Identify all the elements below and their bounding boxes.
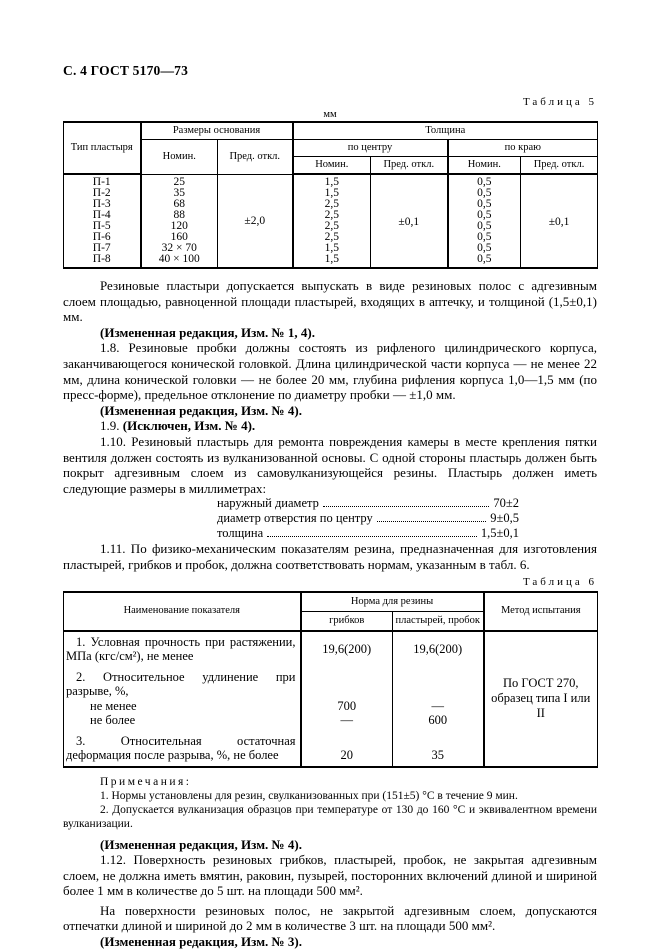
- paragraph-strips-surface: На поверхности резиновых полос, не закрытой адгезивным слоем, допускаются отпечатки длиной и шириной до 2 мм в количестве 3 шт. на площади 500 мм².: [63, 902, 597, 934]
- paragraph-rubber-strips: Резиновые пластыри допускается выпускать в виде резиновых полос с адгезивным слоем площадью, равноценной площади пластырей, входящих в аптечку, и толщиной (1,5±0,1) мм.: [63, 278, 597, 325]
- dimension-label: наружный диаметр: [217, 496, 319, 511]
- dot-leader: [267, 536, 477, 537]
- cell-edge: 0,5: [448, 243, 521, 254]
- table5-center-nominal: Номин.: [293, 157, 371, 175]
- table5-caption: Таблица 5: [522, 96, 597, 108]
- dimension-value: 70±2: [493, 496, 519, 511]
- table5-group-base: Размеры основания: [141, 122, 293, 140]
- paragraph-1-10: 1.10. Резиновый пластырь для ремонта повреждения камеры в месте крепления пятки вентиля должен состоять из вулканизованной основы. С одной стороны пластырь должен быть покрыт адгезивным слоем из самовулканизующейся резины. Пластырь должен иметь следующие размеры в миллиметрах:: [63, 433, 597, 496]
- notes-title: Примечания:: [100, 775, 192, 788]
- cell-center: 1,5: [293, 188, 371, 199]
- table5-base-deviation-header: Пред. откл.: [218, 140, 293, 175]
- norm-fungi: 19,6(200): [301, 631, 393, 667]
- cell-edge: 0,5: [448, 210, 521, 221]
- table5: [63, 121, 598, 269]
- notes-block: [63, 775, 597, 831]
- table5-edge-nominal: Номин.: [448, 157, 521, 175]
- norm-fungi: 20: [301, 731, 393, 767]
- note-item: 1. Нормы установлены для резин, свулканизованных при (151±5) °С в течение 9 мин.: [100, 789, 518, 802]
- norm-fungi: 700 —: [301, 667, 393, 731]
- cell-base: 35: [141, 188, 218, 199]
- cell-center: 1,5: [293, 243, 371, 254]
- amendment-note: (Измененная редакция, Изм. № 4).: [100, 402, 302, 418]
- dimension-label: диаметр отверстия по центру: [217, 511, 373, 526]
- dimension-value: 1,5±0,1: [480, 526, 519, 541]
- cell-edge: 0,5: [448, 199, 521, 210]
- dimension-value: 9±0,5: [490, 511, 519, 526]
- table5-header-row-2: [64, 140, 598, 157]
- cell-base: 160: [141, 232, 218, 243]
- paragraph-1-9: [63, 418, 597, 434]
- cell-type: П-1: [64, 174, 141, 188]
- dot-leader: [377, 521, 487, 522]
- table6-header-row-1: [64, 592, 598, 612]
- cell-base: 88: [141, 210, 218, 221]
- table5-sub-edge: по краю: [448, 140, 598, 157]
- cell-type: П-3: [64, 199, 141, 210]
- cell-edge: 0,5: [448, 174, 521, 188]
- cell-base-deviation: ±2,0: [218, 174, 293, 268]
- cell-edge: 0,5: [448, 221, 521, 232]
- table5-edge-deviation-header: Пред. откл.: [521, 157, 598, 175]
- page-header: С. 4 ГОСТ 5170—73: [63, 63, 189, 78]
- amendment-note: (Измененная редакция, Изм. № 3).: [100, 934, 302, 950]
- cell-type: П-6: [64, 232, 141, 243]
- list-item: [217, 496, 519, 511]
- cell-edge-deviation: ±0,1: [521, 174, 598, 268]
- excluded-note: (Исключен, Изм. № 4).: [122, 418, 256, 434]
- cell-base: 25: [141, 174, 218, 188]
- table5-row: [64, 174, 598, 188]
- cell-base: 40 × 100: [141, 254, 218, 268]
- indicator-name: 2. Относительное удлинение при разрыве, %, не менее не более: [64, 667, 301, 731]
- dot-leader: [323, 506, 490, 507]
- cell-type: П-5: [64, 221, 141, 232]
- cell-type: П-2: [64, 188, 141, 199]
- indicator-name: 3. Относительная остаточная деформация после разрыва, %, не более: [64, 731, 301, 767]
- table6-sub-fungi: грибков: [301, 611, 393, 631]
- cell-edge: 0,5: [448, 188, 521, 199]
- table6-caption: Таблица 6: [522, 575, 597, 588]
- table6: [63, 591, 598, 768]
- table6-col-method: Метод испытания: [484, 592, 598, 631]
- norm-patches: 35: [393, 731, 484, 767]
- cell-type: П-7: [64, 243, 141, 254]
- paragraph-1-8: 1.8. Резиновые пробки должны состоять из рифленого цилиндрического корпуса, заканчивающегося конической головкой. Длина цилиндрической части корпуса — не менее 22 мм, длина конической головки — не более 20 мм, глубина рифления корпуса 1,0—1,5 мм (по пресс-форме), предельное отклонение по диаметру пробки — ±1,0 мм.: [63, 340, 597, 403]
- table5-center-deviation-header: Пред. откл.: [371, 157, 448, 175]
- cell-edge: 0,5: [448, 232, 521, 243]
- cell-base: 68: [141, 199, 218, 210]
- norm-patches: 19,6(200): [393, 631, 484, 667]
- cell-type: П-8: [64, 254, 141, 268]
- amendment-note: (Измененная редакция, Изм. № 1, 4).: [100, 324, 315, 340]
- table5-group-thickness: Толщина: [293, 122, 598, 140]
- table5-col-type: Тип пластыря: [64, 122, 141, 174]
- norm-patches: — 600: [393, 667, 484, 731]
- table6-col-name: Наименование показателя: [64, 592, 301, 631]
- table5-unit-label: мм: [323, 109, 337, 120]
- table5-base-nominal: Номин.: [141, 140, 218, 175]
- cell-center: 2,5: [293, 210, 371, 221]
- dimension-list: [217, 496, 519, 541]
- dimension-label: толщина: [217, 526, 264, 541]
- test-method: По ГОСТ 270, образец типа I или II: [484, 631, 598, 767]
- note-item: 2. Допускается вулканизация образцов при температуре от 130 до 160 °С и эквивалентном времени вулканизации.: [63, 803, 597, 830]
- paragraph-1-11: 1.11. По физико-механическим показателям резина, предназначенная для изготовления пластырей, грибков и пробок, должна соответствовать нормам, указанным в табл. 6.: [63, 541, 597, 572]
- cell-center: 1,5: [293, 254, 371, 268]
- list-item: [217, 526, 519, 541]
- cell-edge: 0,5: [448, 254, 521, 268]
- table6-row: [64, 631, 598, 667]
- indicator-name: 1. Условная прочность при растяжении, МПа (кгс/см²), не менее: [64, 631, 301, 667]
- paragraph-1-12: 1.12. Поверхность резиновых грибков, пластырей, пробок, не закрытая адгезивным слоем, не должна иметь вмятин, раковин, пузырей, посторонних включений длиной и шириной более 1 мм в количестве до 5 шт. на площади 500 мм².: [63, 852, 597, 899]
- amendment-note: (Измененная редакция, Изм. № 4).: [100, 836, 302, 852]
- clause-number: 1.9.: [100, 418, 123, 434]
- cell-type: П-4: [64, 210, 141, 221]
- cell-center: 2,5: [293, 221, 371, 232]
- cell-center: 1,5: [293, 174, 371, 188]
- cell-base: 120: [141, 221, 218, 232]
- cell-base: 32 × 70: [141, 243, 218, 254]
- table5-row: [64, 254, 598, 268]
- table5-sub-center: по центру: [293, 140, 448, 157]
- cell-center: 2,5: [293, 199, 371, 210]
- table6-group-norm: Норма для резины: [301, 592, 484, 612]
- cell-center: 2,5: [293, 232, 371, 243]
- table6-sub-patches: пластырей, пробок: [393, 611, 484, 631]
- list-item: [217, 511, 519, 526]
- table5-header-row-1: [64, 122, 598, 140]
- cell-center-deviation: ±0,1: [371, 174, 448, 268]
